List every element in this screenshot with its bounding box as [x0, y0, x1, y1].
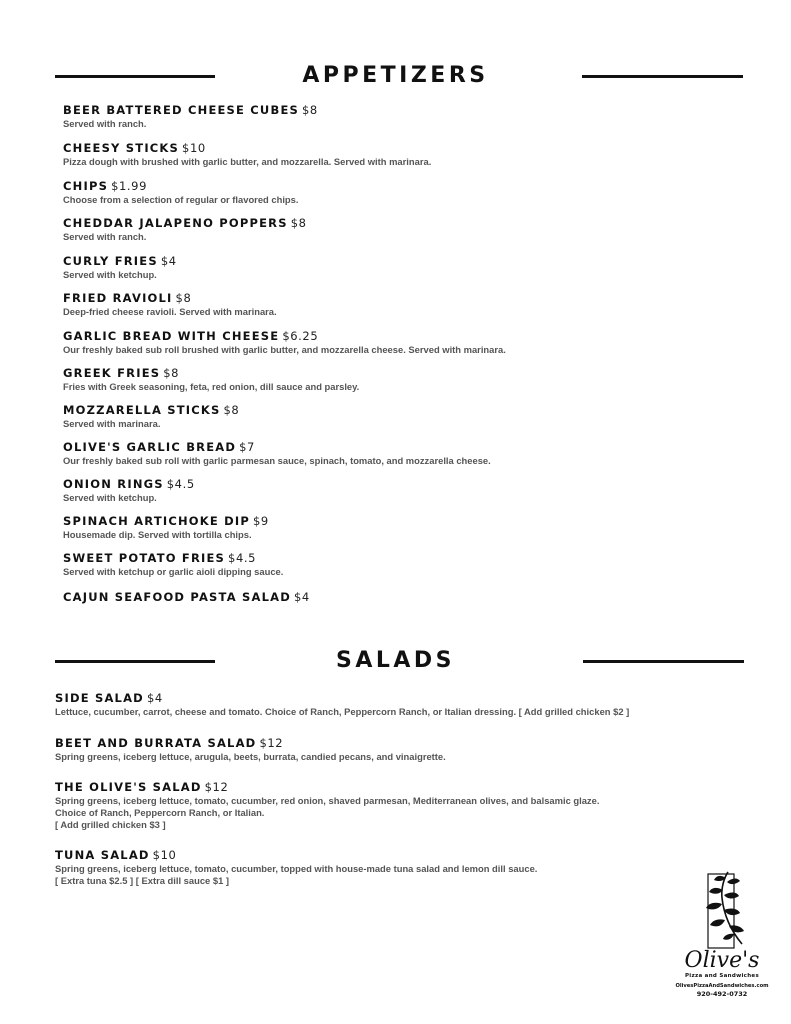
salads-title: SALADS: [335, 648, 456, 673]
item-description: Served with marinara.: [63, 418, 161, 429]
menu-item: [63, 366, 359, 393]
item-name: SWEET POTATO FRIES: [63, 551, 226, 565]
menu-item: [63, 477, 195, 504]
item-name: BEER BATTERED CHEESE CUBES: [63, 103, 299, 117]
item-description: Lettuce, cucumber, carrot, cheese and tomato. Choice of Ranch, Peppercorn Ranch, or Italian dressing. [ Add grilled chicken $2 ]: [55, 706, 630, 717]
logo-website: OlivesPizzaAndSandwiches.com: [675, 983, 769, 989]
menu-item: [63, 291, 277, 318]
item-name: GARLIC BREAD WITH CHEESE: [63, 329, 280, 343]
item-description: [ Extra tuna $2.5 ] [ Extra dill sauce $1 ]: [55, 875, 230, 886]
item-description: Pizza dough with brushed with garlic butter, and mozzarella. Served with marinara.: [63, 156, 432, 167]
logo-tagline: Pizza and Sandwiches: [684, 973, 760, 979]
item-description: Deep-fried cheese ravioli. Served with marinara.: [63, 306, 277, 317]
item-price: $10: [182, 141, 206, 155]
item-price: $12: [204, 780, 229, 794]
item-price: $9: [253, 514, 269, 528]
item-price: $8: [301, 103, 318, 117]
appetizers-header: [0, 58, 791, 98]
item-description: Served with ketchup.: [63, 492, 157, 503]
item-name: THE OLIVE'S SALAD: [55, 780, 202, 794]
menu-item: [63, 329, 506, 356]
item-price: $4: [160, 254, 177, 268]
item-description: Served with ranch.: [63, 231, 147, 242]
item-description: Choose from a selection of regular or flavored chips.: [63, 194, 299, 205]
item-description: Spring greens, iceberg lettuce, tomato, cucumber, topped with house-made tuna salad and lemon dill sauce.: [55, 863, 538, 874]
item-name: GREEK FRIES: [63, 366, 161, 380]
item-price: $10: [152, 848, 177, 862]
menu-item: [55, 780, 599, 831]
item-name: FRIED RAVIOLI: [63, 291, 173, 305]
item-name: ONION RINGS: [63, 477, 164, 491]
item-price: $8: [290, 216, 307, 230]
item-name: OLIVE'S GARLIC BREAD: [63, 440, 237, 454]
menu-item: [63, 254, 177, 281]
item-name: SIDE SALAD: [55, 691, 144, 705]
item-description: Served with ranch.: [63, 118, 147, 129]
menu-item: [63, 551, 283, 578]
item-description: Our freshly baked sub roll brushed with garlic butter, and mozzarella cheese. Served with marinara.: [63, 344, 506, 355]
item-description: Housemade dip. Served with tortilla chips.: [63, 529, 252, 540]
item-name: MOZZARELLA STICKS: [63, 403, 221, 417]
item-price: $7: [239, 440, 255, 454]
item-description: Served with ketchup or garlic aioli dipping sauce.: [63, 566, 284, 577]
item-name: CAJUN SEAFOOD PASTA SALAD: [63, 590, 291, 604]
item-name: SPINACH ARTICHOKE DIP: [63, 514, 251, 528]
item-price: $4: [146, 691, 163, 705]
item-price: $6.25: [282, 329, 319, 343]
item-description: Spring greens, iceberg lettuce, tomato, cucumber, red onion, shaved parmesan, Mediterranean olives, and balsamic glaze.: [55, 795, 600, 806]
menu-item: [63, 141, 431, 168]
item-description: Served with ketchup.: [63, 269, 157, 280]
item-description: Our freshly baked sub roll with garlic parmesan sauce, spinach, tomato, and mozzarella cheese.: [63, 455, 491, 466]
olive-branch-icon: [692, 870, 752, 952]
menu-item: [63, 179, 298, 206]
appetizers-title: APPETIZERS: [302, 63, 489, 88]
item-name: TUNA SALAD: [55, 848, 150, 862]
item-price: $4: [293, 590, 310, 604]
menu-item: [63, 514, 269, 541]
menu-item: [63, 216, 307, 243]
item-description: [ Add grilled chicken $3 ]: [55, 819, 166, 830]
item-price: $8: [175, 291, 192, 305]
menu-item: [63, 403, 239, 430]
item-name: BEET AND BURRATA SALAD: [55, 736, 257, 750]
item-name: CHEESY STICKS: [63, 141, 180, 155]
header-rule-right: [583, 660, 744, 663]
salads-header: [0, 643, 791, 683]
item-name: CURLY FRIES: [63, 254, 158, 268]
item-price: $1.99: [111, 179, 147, 193]
menu-item: [55, 848, 537, 887]
item-price: $12: [259, 736, 284, 750]
menu-item: [63, 590, 310, 605]
menu-item: [55, 691, 629, 718]
item-description: Spring greens, iceberg lettuce, arugula, beets, burrata, candied pecans, and vinaigrette.: [55, 751, 446, 762]
item-name: CHIPS: [63, 179, 109, 193]
menu-item: [63, 103, 318, 130]
item-price: $8: [163, 366, 180, 380]
item-price: $8: [223, 403, 240, 417]
header-rule-right: [582, 75, 743, 78]
item-price: $4.5: [228, 551, 257, 565]
menu-item: [63, 440, 491, 467]
item-description: Choice of Ranch, Peppercorn Ranch, or Italian.: [55, 807, 265, 818]
restaurant-logo: [672, 870, 772, 1010]
item-description: Fries with Greek seasoning, feta, red onion, dill sauce and parsley.: [63, 381, 360, 392]
menu-item: [55, 736, 446, 763]
item-name: CHEDDAR JALAPENO POPPERS: [63, 216, 288, 230]
logo-name: Olive's: [684, 948, 760, 973]
item-price: $4.5: [166, 477, 195, 491]
logo-phone: 920-492-0732: [696, 990, 748, 998]
